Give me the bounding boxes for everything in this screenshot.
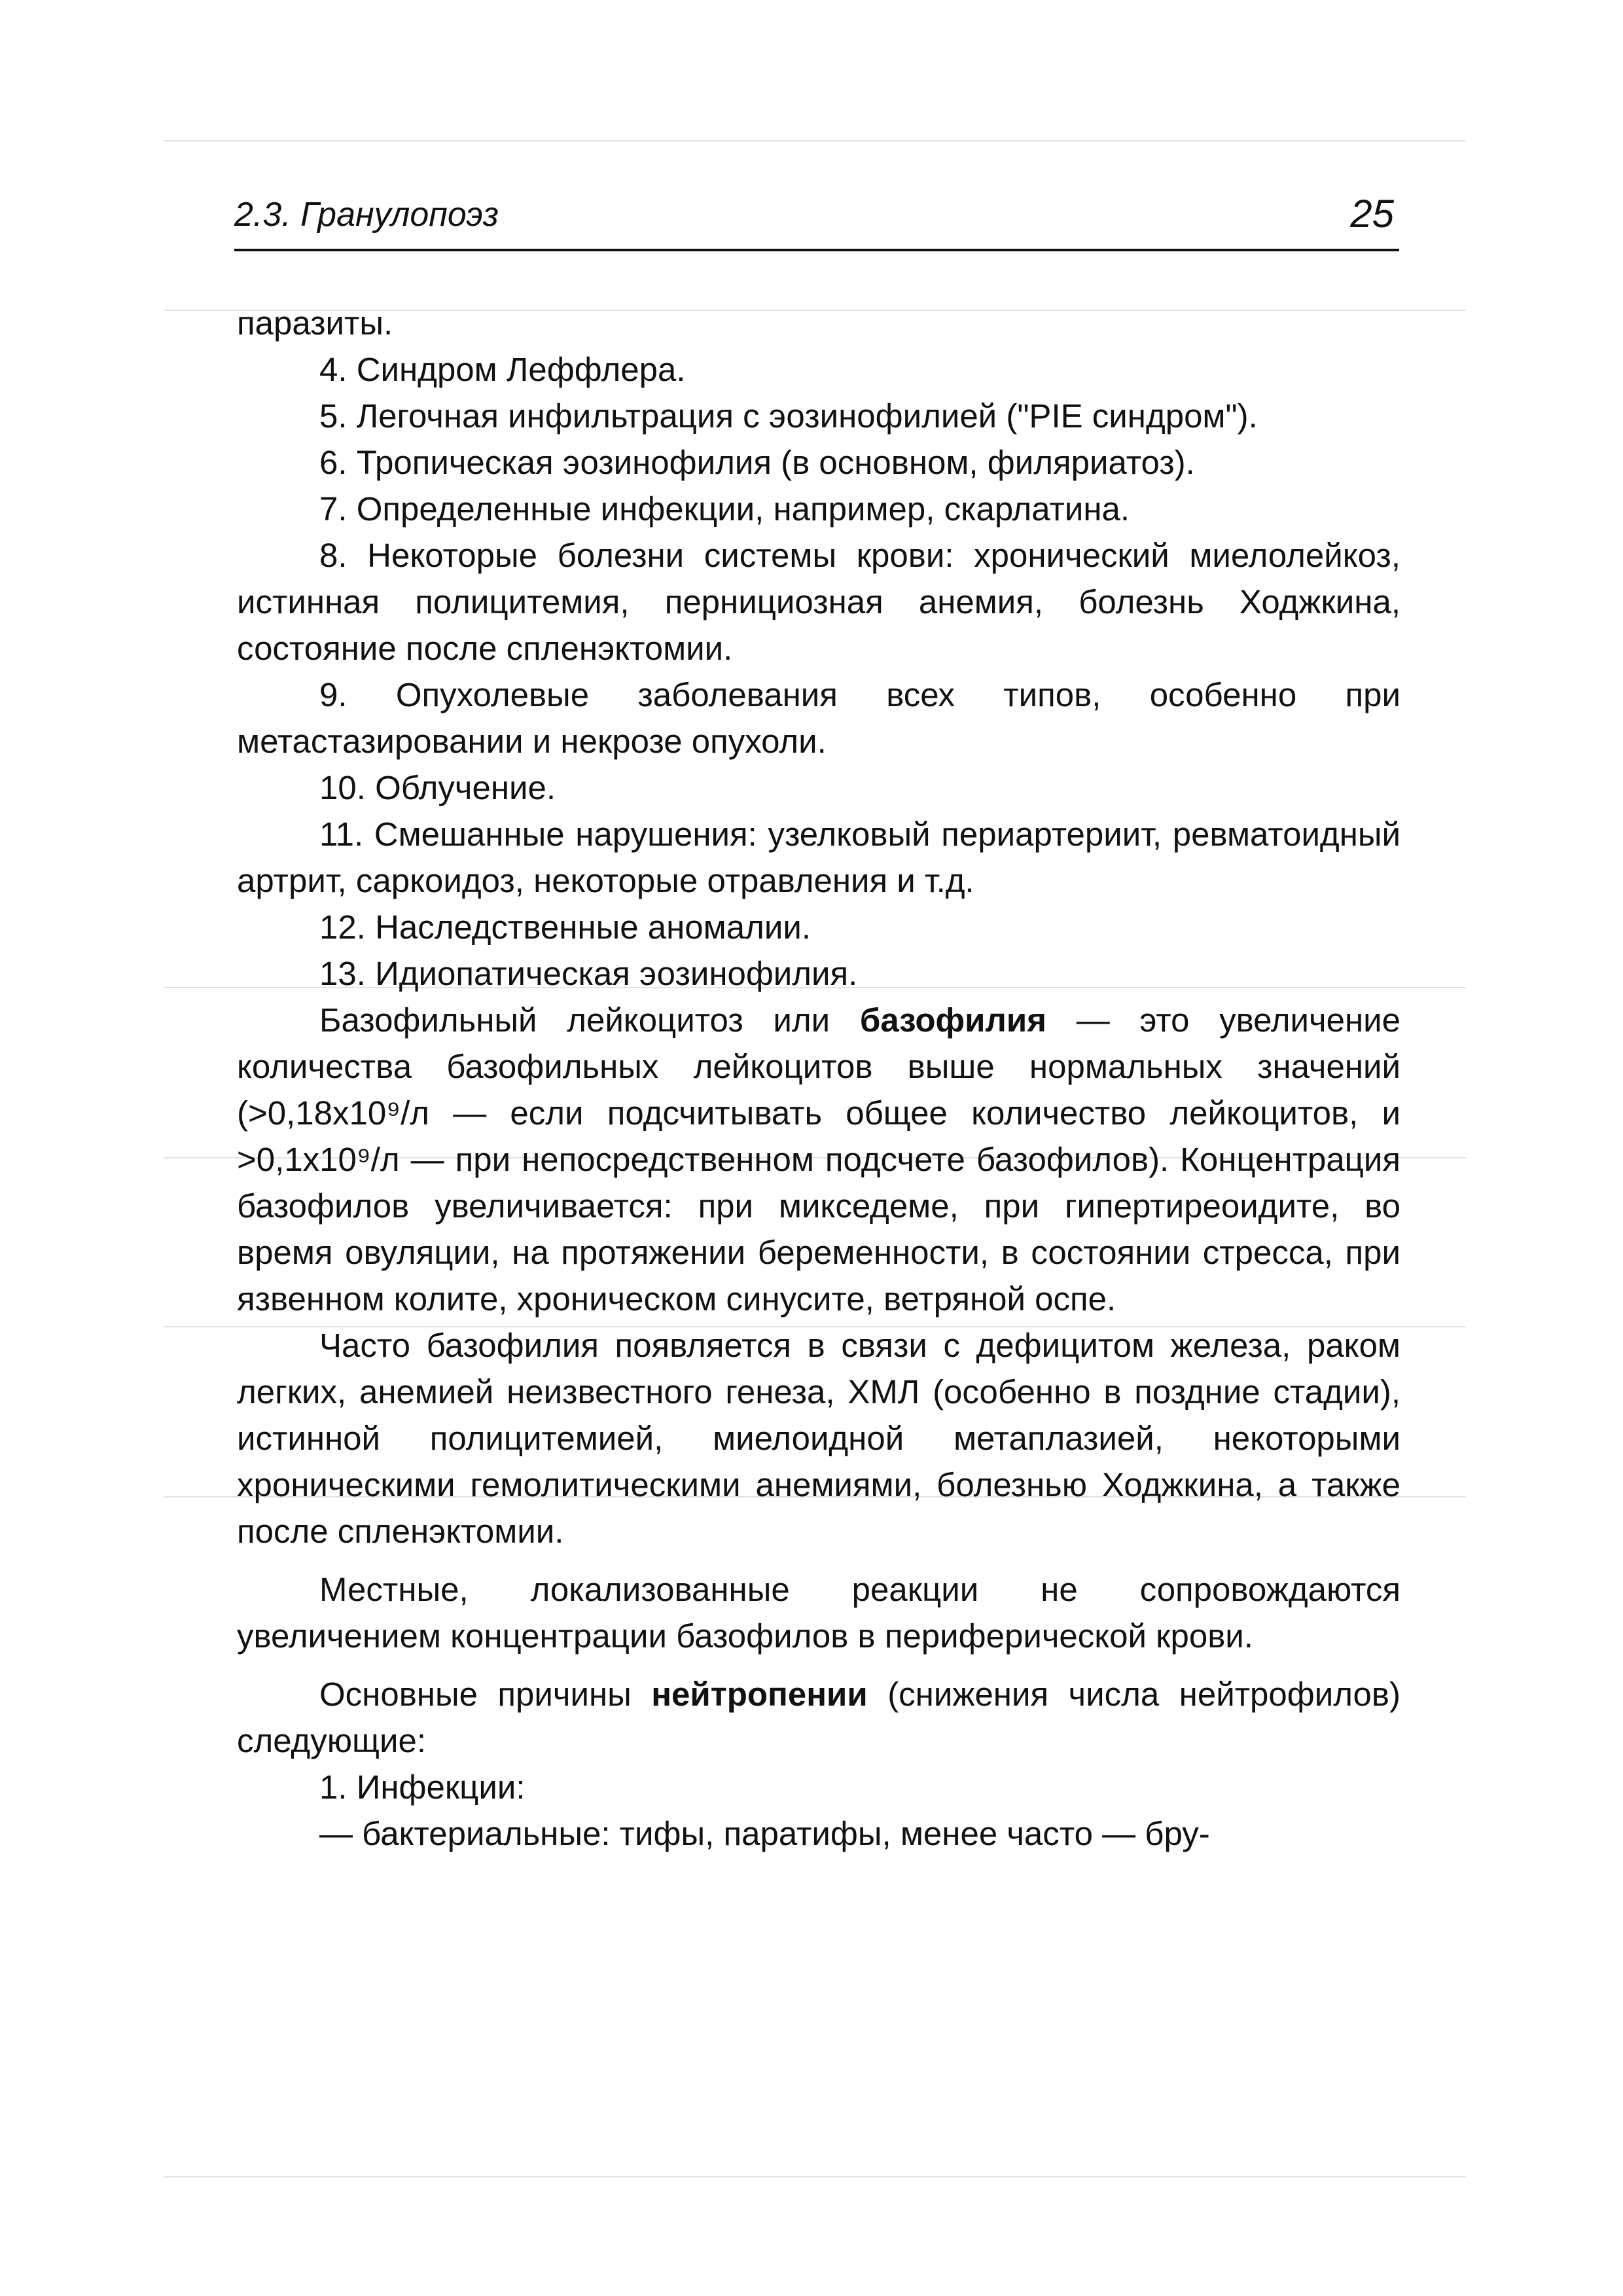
list-item-10: 10. Облучение.: [319, 769, 556, 806]
list-item-5: 5. Легочная инфильтрация с эозинофилией ("PIE синдром").: [319, 397, 1258, 435]
list-item-11: 11. Смешанные нарушения: узелковый периартериит, ревматоидный артрит, саркоидоз, некоторые отравления и т.д.: [237, 816, 1400, 899]
list-item-6: 6. Тропическая эозинофилия (в основном, филяриатоз).: [319, 444, 1195, 481]
list-item-bacterial: — бактериальные: тифы, паратифы, менее часто — бру-: [319, 1815, 1210, 1852]
list-item-13: 13. Идиопатическая эозинофилия.: [319, 955, 858, 992]
paragraph-text: Основные причины: [319, 1676, 652, 1713]
bold-term: базофилия: [859, 1001, 1047, 1039]
list-item-8: 8. Некоторые болезни системы крови: хронический миелолейкоз, истинная полицитемия, пернициозная анемия, болезнь Ходжкина, состояние после спленэктомии.: [237, 537, 1400, 667]
bold-term: нейтропении: [651, 1676, 868, 1713]
paragraph-text: (снижения числа нейтрофилов) следующие:: [237, 1676, 1400, 1759]
list-item-infections: 1. Инфекции:: [319, 1768, 526, 1806]
scan-divider-top: [164, 140, 1466, 141]
list-item-7: 7. Определенные инфекции, например, скарлатина.: [319, 490, 1130, 528]
list-item-12: 12. Наследственные аномалии.: [319, 908, 812, 946]
list-item-4: 4. Синдром Леффлера.: [319, 351, 686, 388]
section-title: 2.3. Гранулопоэз: [234, 196, 499, 234]
page-number: 25: [1350, 192, 1394, 236]
list-item-9: 9. Опухолевые заболевания всех типов, особенно при метастазировании и некрозе опухоли.: [237, 676, 1400, 760]
paragraph-text: — это увеличение количества базофильных лейкоцитов выше нормальных значений (>0,18x10⁹/л — если подсчитывать общее количество лейкоцитов, и >0,1x10⁹/л — при непосредственном подсчете базофилов). Концентрация базофилов увеличивается: при микседеме, при гипертиреоидите, во время овуляции, на протяжении беременности, в состоянии стресса, при язвенном колите, хроническом синусите, ветряной оспе.: [237, 1001, 1400, 1318]
paragraph-basophilia: [237, 997, 1400, 1322]
paragraph-continuation: паразиты.: [237, 304, 393, 342]
body-text: [237, 300, 1400, 1857]
paragraph-neutropenia: [237, 1671, 1400, 1764]
paragraph-local-reactions: Местные, локализованные реакции не сопровождаются увеличением концентрации базофилов в периферической крови.: [237, 1571, 1400, 1655]
scan-divider-bottom: [164, 2176, 1466, 2178]
paragraph-basophilia-causes: Часто базофилия появляется в связи с дефицитом железа, раком легких, анемией неизвестного генеза, ХМЛ (особенно в поздние стадии), истинной полицитемией, миелоидной метаплазией, некоторыми хроническими гемолитическими анемиями, болезнью Ходжкина, а также после спленэктомии.: [237, 1327, 1400, 1550]
running-header: [234, 190, 1399, 251]
paragraph-text: Базофильный лейкоцитоз или: [319, 1001, 860, 1039]
